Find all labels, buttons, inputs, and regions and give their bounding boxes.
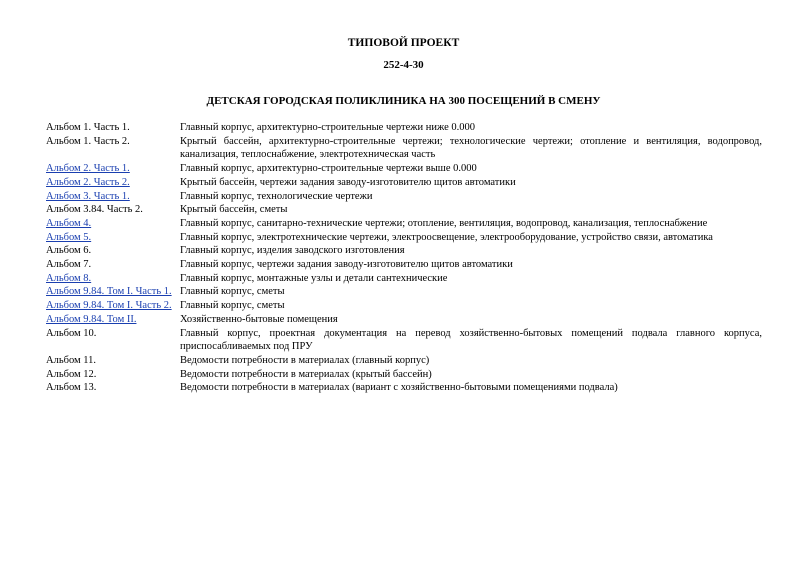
album-row xyxy=(46,299,762,313)
album-link[interactable]: Альбом 2. Часть 1. xyxy=(46,163,130,175)
album-row xyxy=(46,258,762,272)
album-description: Главный корпус, проектная документация на перевод хозяйственно-бытовых помещений подвала главного корпуса, приспосабливаемых под ПРУ xyxy=(180,327,762,353)
album-cell xyxy=(46,244,180,258)
album-description: Ведомости потребности в материалах (крытый бассейн) xyxy=(180,368,432,380)
album-description: Крытый бассейн, архитектурно-строительные чертежи; технологические чертежи; отопление и вентиляция, водопровод, канализация, теплоснабжение, электротехническая часть xyxy=(180,135,762,161)
album-description: Крытый бассейн, сметы xyxy=(180,204,288,216)
album-cell xyxy=(46,135,180,162)
album-description: Главный корпус, монтажные узлы и детали сантехнические xyxy=(180,272,448,284)
album-link[interactable]: Альбом 9.84. Том II. xyxy=(46,313,137,325)
album-description: Ведомости потребности в материалах (вариант с хозяйственно-бытовыми помещениями подвала) xyxy=(180,382,618,394)
album-row xyxy=(46,285,762,299)
albums-table xyxy=(46,121,762,395)
album-label: Альбом 11. xyxy=(46,354,97,366)
album-label: Альбом 1. Часть 2. xyxy=(46,135,130,147)
project-subtitle: ДЕТСКАЯ ГОРОДСКАЯ ПОЛИКЛИНИКА НА 300 ПОСЕЩЕНИЙ В СМЕНУ xyxy=(206,95,601,107)
album-label: Альбом 13. xyxy=(46,382,97,394)
album-link[interactable]: Альбом 4. xyxy=(46,217,92,229)
album-cell xyxy=(46,258,180,272)
album-row xyxy=(46,313,762,327)
album-description: Хозяйственно-бытовые помещения xyxy=(180,313,338,325)
album-row xyxy=(46,381,762,395)
album-row xyxy=(46,135,762,162)
album-label: Альбом 12. xyxy=(46,368,97,380)
album-description: Главный корпус, санитарно-технические чертежи; отопление, вентиляция, водопровод, канализация, теплоснабжение xyxy=(180,217,708,229)
album-cell xyxy=(46,176,180,190)
album-description: Главный корпус, сметы xyxy=(180,300,285,312)
album-description: Главный корпус, архитектурно-строительные чертежи ниже 0.000 xyxy=(180,122,476,133)
album-row xyxy=(46,368,762,382)
album-link[interactable]: Альбом 3. Часть 1. xyxy=(46,190,130,202)
album-label: Альбом 3.84. Часть 2. xyxy=(46,204,143,216)
album-link[interactable]: Альбом 9.84. Том I. Часть 1. xyxy=(46,286,172,298)
albums-table-body xyxy=(46,121,762,395)
album-cell xyxy=(46,203,180,217)
album-row xyxy=(46,231,762,245)
album-cell xyxy=(46,285,180,299)
album-description: Главный корпус, электротехнические чертежи, электроосвещение, электрооборудование, устройство связи, автоматика xyxy=(180,231,713,243)
document-title: ТИПОВОЙ ПРОЕКТ xyxy=(347,37,460,49)
album-row xyxy=(46,190,762,204)
album-cell xyxy=(46,231,180,245)
album-row xyxy=(46,244,762,258)
album-row xyxy=(46,176,762,190)
album-row xyxy=(46,354,762,368)
project-code: 252-4-30 xyxy=(383,59,424,71)
album-cell xyxy=(46,299,180,313)
album-label: Альбом 10. xyxy=(46,327,97,339)
album-label: Альбом 1. Часть 1. xyxy=(46,122,130,133)
album-cell xyxy=(46,190,180,204)
album-description: Главный корпус, технологические чертежи xyxy=(180,190,373,202)
album-cell xyxy=(46,121,180,135)
album-description: Крытый бассейн, чертежи задания заводу-изготовителю щитов автоматики xyxy=(180,176,516,188)
album-row xyxy=(46,272,762,286)
album-link[interactable]: Альбом 5. xyxy=(46,231,92,243)
album-row xyxy=(46,327,762,354)
album-cell xyxy=(46,327,180,354)
album-row xyxy=(46,203,762,217)
album-link[interactable]: Альбом 8. xyxy=(46,272,92,284)
album-link[interactable]: Альбом 2. Часть 2. xyxy=(46,176,130,188)
album-description: Главный корпус, сметы xyxy=(180,286,285,298)
album-cell xyxy=(46,162,180,176)
album-description: Главный корпус, архитектурно-строительные чертежи выше 0.000 xyxy=(180,163,477,175)
album-cell xyxy=(46,368,180,382)
album-cell xyxy=(46,313,180,327)
album-cell xyxy=(46,217,180,231)
album-label: Альбом 7. xyxy=(46,259,92,271)
album-description: Главный корпус, чертежи задания заводу-изготовителю щитов автоматики xyxy=(180,259,513,271)
album-description: Ведомости потребности в материалах (главный корпус) xyxy=(180,354,430,366)
album-cell xyxy=(46,272,180,286)
album-cell xyxy=(46,354,180,368)
album-description: Главный корпус, изделия заводского изготовления xyxy=(180,245,405,257)
album-row xyxy=(46,217,762,231)
album-row xyxy=(46,162,762,176)
album-cell xyxy=(46,381,180,395)
album-row xyxy=(46,121,762,135)
album-label: Альбом 6. xyxy=(46,245,92,257)
album-link[interactable]: Альбом 9.84. Том I. Часть 2. xyxy=(46,300,172,312)
